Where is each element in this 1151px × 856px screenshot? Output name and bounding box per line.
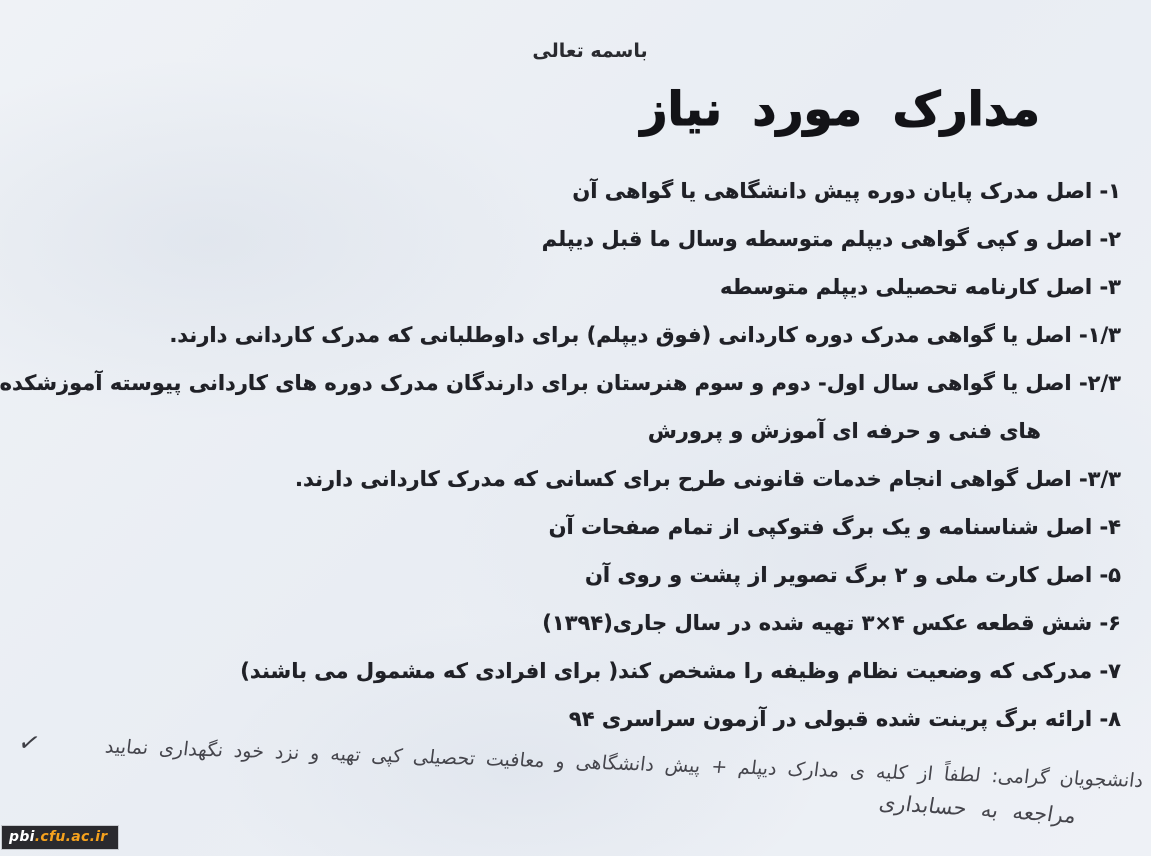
watermark xyxy=(2,826,118,849)
requirement-item-3: ۳- اصل کارنامه تحصیلی دیپلم متوسطه xyxy=(720,275,1121,299)
requirement-item-3-2-continuation: های فنی و حرفه ای آموزش و پرورش xyxy=(647,419,1041,443)
requirements-list xyxy=(0,167,1121,743)
requirement-item-6: ۶- شش قطعه عکس ۴×۳ تهیه شده در سال جاری(۱۳۹۴) xyxy=(542,611,1121,635)
requirement-item-1: ۱- اصل مدرک پایان دوره پیش دانشگاهی یا گواهی آن xyxy=(572,179,1121,203)
requirement-item-2: ۲- اصل و کپی گواهی دیپلم متوسطه وسال ما قبل دیپلم xyxy=(541,227,1121,251)
requirement-item-3-3: ۳‏/‏۳- اصل گواهی انجام خدمات قانونی طرح برای کسانی که مدرک کاردانی دارند. xyxy=(295,467,1121,491)
requirement-item-8: ۸- ارائه برگ پرینت شده قبولی در آزمون سراسری ۹۴ xyxy=(568,707,1121,731)
checkmark-icon: ✓ xyxy=(15,726,44,759)
watermark-prefix: pbi xyxy=(9,829,35,845)
handwritten-note-text: دانشجویان گرامی: لطفاً از کلیه ی مدارک دیپلم + پیش دانشگاهی و معافیت تحصیلی کپی تهیه و نزد خود نگهداری نمایید xyxy=(103,735,1145,792)
document-title: مدارک مورد نیاز xyxy=(640,82,1040,137)
requirement-item-3-2: ۳‏/‏۲- اصل یا گواهی سال اول- دوم و سوم هنرستان برای دارندگان مدرک دوره های کاردانی پیوسته آموزشکده xyxy=(0,371,1121,395)
handwritten-signature: مراجعه به حسابداری xyxy=(877,790,1079,828)
watermark-suffix: .cfu.ac.ir xyxy=(34,829,108,845)
bismillah-text: باسمه تعالی xyxy=(532,40,648,62)
requirement-item-3-1: ۳‏/‏۱- اصل یا گواهی مدرک دوره کاردانی (فوق دیپلم) برای داوطلبانی که مدرک کاردانی دارند. xyxy=(169,323,1121,347)
requirement-item-7: ۷- مدرکی که وضعیت نظام وظیفه را مشخص کند( برای افرادی که مشمول می باشند) xyxy=(240,659,1121,683)
requirement-item-4: ۴- اصل شناسنامه و یک برگ فتوکپی از تمام صفحات آن xyxy=(548,515,1121,539)
requirement-item-5: ۵- اصل کارت ملی و ۲ برگ تصویر از پشت و روی آن xyxy=(585,563,1121,587)
